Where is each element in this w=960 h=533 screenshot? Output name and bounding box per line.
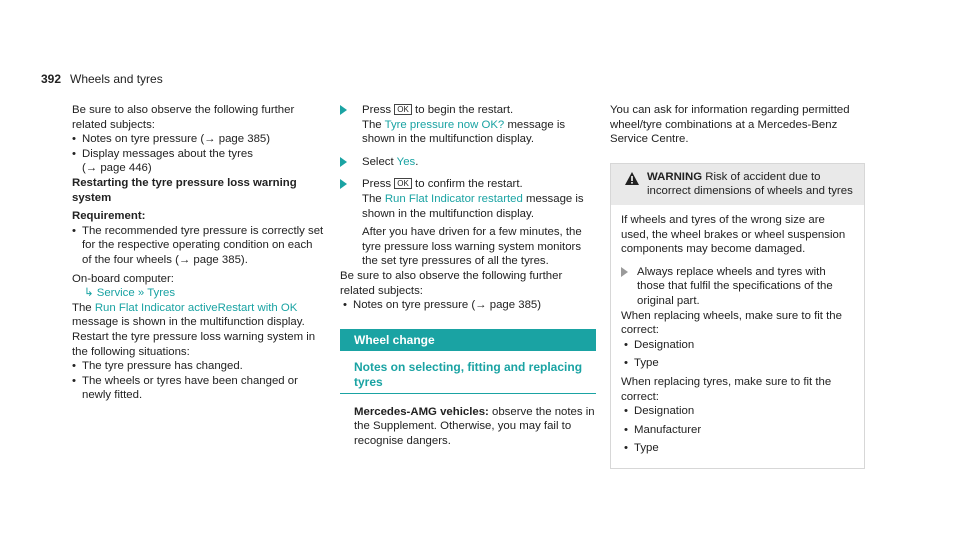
page-number: 392 — [41, 72, 62, 86]
section-bar: Wheel change — [340, 329, 596, 351]
warning-header — [611, 164, 864, 205]
amg-label: Mercedes-AMG vehicles: — [354, 405, 489, 418]
step-note: After you have driven for a few minutes, the tyre pressure loss warning system monitors the set tyre pressures of all the tyres. — [362, 226, 582, 268]
wheels-intro: When replacing wheels, make sure to fit the correct: — [621, 309, 842, 337]
option-yes[interactable]: Yes — [396, 155, 416, 168]
list-item-text: The tyre pressure has changed. — [82, 360, 243, 373]
list-item — [624, 338, 854, 353]
nav-path — [72, 286, 324, 301]
return-arrow-icon: ↳ — [84, 287, 94, 300]
list-item — [624, 356, 854, 371]
warning-triangle-icon — [625, 172, 639, 185]
menu-service[interactable]: Service — [96, 287, 135, 300]
text-fragment: to confirm the restart. — [415, 178, 523, 191]
requirement-label: Requirement: — [72, 210, 146, 223]
menu-tyres[interactable]: Tyres — [147, 287, 176, 300]
display-message: Run Flat Indicator activeRestart with OK — [94, 301, 298, 314]
step-3 — [340, 177, 596, 269]
text-fragment: Select — [362, 155, 394, 168]
list-item — [72, 359, 324, 374]
step-arrow-icon — [340, 157, 347, 167]
intro-text: You can ask for information regarding permitted wheel/tyre combinations at a Mercedes-Benz Service Centre. — [610, 104, 850, 146]
list-item-text: Manufacturer — [634, 423, 702, 436]
link-text[interactable]: Notes on tyre pressure (→ page 385) — [82, 133, 271, 146]
step-2: Select Yes. — [340, 155, 596, 170]
list-item — [624, 404, 854, 419]
page-title: Wheels and tyres — [70, 72, 163, 86]
intro-text: Be sure to also observe the following further related subjects: — [72, 104, 295, 131]
text-fragment: Press — [362, 104, 392, 116]
step-1 — [340, 103, 596, 147]
column-3 — [610, 103, 865, 469]
amg-note — [340, 405, 596, 449]
double-chevron-icon: » — [137, 287, 145, 300]
column-2 — [340, 103, 596, 449]
list-item — [343, 298, 596, 313]
tyres-intro: When replacing tyres, make sure to fit the correct: — [621, 375, 832, 403]
warning-step — [621, 265, 854, 309]
list-item — [624, 441, 854, 456]
list-item-text: Type — [634, 357, 659, 370]
list-item — [72, 224, 324, 268]
text-fragment: Press — [362, 178, 392, 191]
ok-key-icon: OK — [394, 104, 412, 115]
text-fragment: The — [362, 118, 382, 131]
link-text[interactable]: Notes on tyre pressure (→ page 385) — [353, 299, 542, 312]
step-arrow-icon — [340, 179, 347, 189]
observe-text: Be sure to also observe the following further related subjects: — [340, 269, 563, 297]
sub-heading: Notes on selecting, fitting and replacing tyres — [340, 360, 596, 394]
step-text: Always replace wheels and tyres with those that fulfil the specifications of the original part. — [637, 265, 833, 307]
list-item — [624, 423, 854, 438]
column-1 — [72, 103, 324, 403]
list-item-text: Type — [634, 442, 659, 455]
text-fragment: message is shown in the multifunction display. — [362, 192, 584, 220]
text-fragment: message is shown in the multifunction display. — [72, 316, 305, 329]
link-text[interactable]: (→ page 446) — [82, 162, 152, 175]
list-item — [72, 374, 324, 403]
list-item-text: The recommended tyre pressure is correctly set for the respective operating condition on each of the four wheels (→ page 385). — [82, 224, 324, 266]
text-fragment: The — [72, 301, 92, 314]
text-fragment: to begin the restart. — [415, 104, 514, 116]
list-item-text: Designation — [634, 338, 695, 351]
warning-label: WARNING — [647, 170, 703, 183]
message-text — [72, 301, 324, 330]
warning-title: Risk of accident due to incorrect dimensions of wheels and tyres — [647, 170, 853, 198]
amg-text: observe the notes in the Supplement. Otherwise, you may fail to recognise dangers. — [354, 405, 595, 447]
list-item-text: • Display messages about the tyres — [82, 147, 253, 160]
ok-key-icon: OK — [394, 178, 412, 189]
list-item — [72, 147, 324, 176]
list-item-text: Designation — [634, 405, 695, 418]
text-fragment: The — [362, 192, 382, 205]
warning-text: If wheels and tyres of the wrong size are used, the wheel brakes or wheel suspension components may become damaged. — [621, 213, 846, 256]
warning-body — [611, 205, 864, 468]
section-heading: Restarting the tyre pressure loss warning system — [72, 176, 297, 204]
step-arrow-icon — [621, 267, 628, 277]
onboard-label: On-board computer: — [72, 272, 174, 285]
display-message: Run Flat Indicator restarted — [384, 192, 523, 205]
display-message: Tyre pressure now OK? — [384, 118, 505, 131]
warning-box — [610, 163, 865, 469]
list-item-text: The wheels or tyres have been changed or newly fitted. — [82, 374, 298, 402]
list-item — [72, 132, 324, 147]
step-arrow-icon — [340, 105, 347, 115]
text-fragment: message is shown in the multifunction display. — [362, 118, 566, 146]
restart-text: Restart the tyre pressure loss warning system in the following situations: — [72, 330, 316, 358]
